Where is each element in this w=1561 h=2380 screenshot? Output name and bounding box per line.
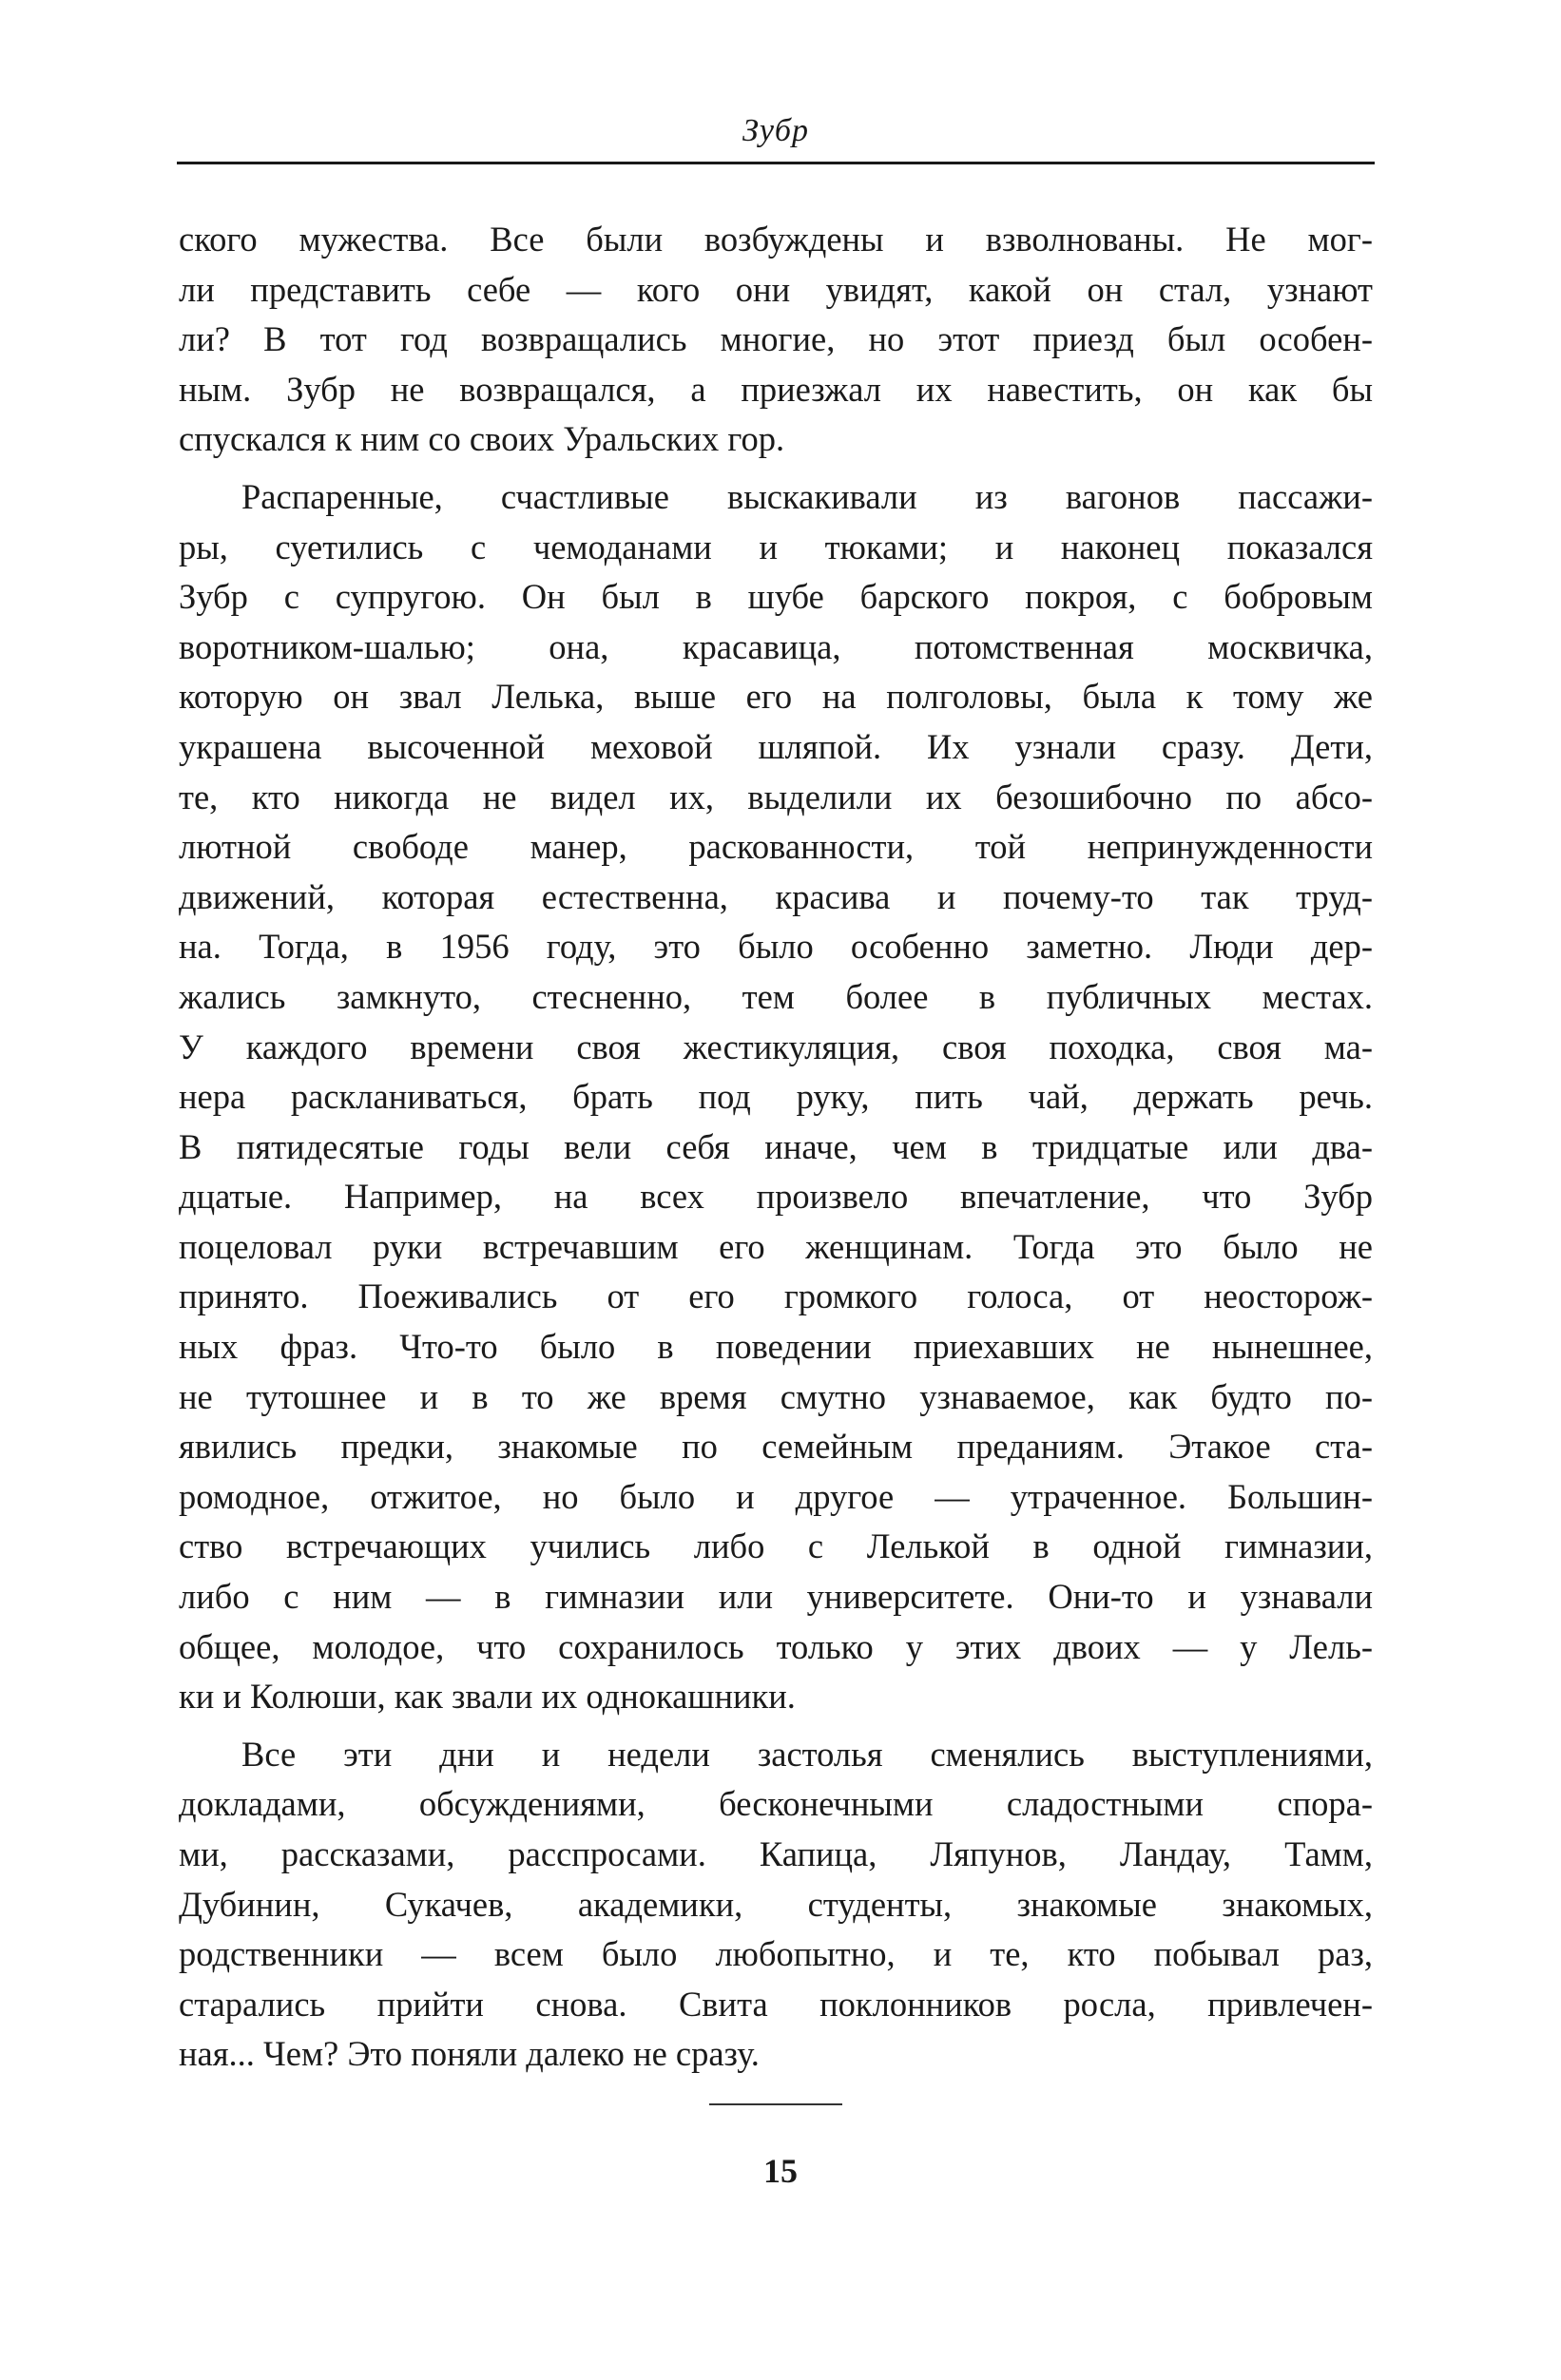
running-head-title: Зубр <box>742 113 810 148</box>
text-line: ки и Колюши, как звали их однокашники. <box>179 1677 796 1717</box>
text-line: лютной свободе манер, раскованности, той непринужденности <box>179 827 1373 867</box>
text-line: жались замкнуто, стесненно, тем более в публичных местах. <box>179 976 1373 1016</box>
text-line: ры, суетились с чемоданами и тюками; и наконец показался <box>179 527 1373 566</box>
text-line: либо с ним — в гимназии или университете. Они-то и узнавали <box>179 1577 1373 1617</box>
text-line: не тутошнее и в то же время смутно узнаваемое, как будто по- <box>179 1376 1373 1416</box>
text-line: ных фраз. Что-то было в поведении приехавших не нынешнее, <box>179 1327 1373 1367</box>
text-line: дцатые. Например, на всех произвело впечатление, что Зубр <box>179 1177 1373 1217</box>
body-text <box>179 215 1373 2080</box>
text-line: ли представить себе — кого они увидят, какой он стал, узнают <box>179 269 1373 309</box>
paragraph <box>179 1730 1373 2080</box>
text-line: докладами, обсуждениями, бесконечными сладостными спора- <box>179 1784 1373 1824</box>
text-line: украшена высоченной меховой шляпой. Их узнали сразу. Дети, <box>179 726 1373 766</box>
text-line: ли? В тот год возвращались многие, но этот приезд был особен- <box>179 319 1373 359</box>
text-line: Зубр с супругою. Он был в шубе барского покроя, с бобровым <box>179 577 1373 617</box>
text-line: ского мужества. Все были возбуждены и взволнованы. Не мог- <box>179 220 1373 259</box>
text-line: общее, молодое, что сохранилось только у этих двоих — у Лель- <box>179 1626 1373 1666</box>
text-line: ным. Зубр не возвращался, а приезжал их навестить, он как бы <box>179 369 1373 409</box>
paragraph <box>179 472 1373 1722</box>
text-line: поцеловал руки встречавшим его женщинам. Тогда это было не <box>179 1226 1373 1266</box>
text-line: явились предки, знакомые по семейным преданиям. Этакое ста- <box>179 1427 1373 1467</box>
text-line: В пятидесятые годы вели себя иначе, чем в тридцатые или два- <box>179 1126 1373 1166</box>
text-line: ство встречающих учились либо с Лелькой в одной гимназии, <box>179 1526 1373 1566</box>
text-line: движений, которая естественна, красива и почему-то так труд- <box>179 876 1373 916</box>
text-line: родственники — всем было любопытно, и те, кто побывал раз, <box>179 1934 1373 1974</box>
text-line: Все эти дни и недели застолья сменялись выступлениями, <box>241 1734 1373 1774</box>
paragraph-gap <box>179 1722 1373 1730</box>
paragraph-gap <box>179 465 1373 472</box>
text-line: ромодное, отжитое, но было и другое — утраченное. Большин- <box>179 1476 1373 1516</box>
text-line: У каждого времени своя жестикуляция, своя походка, своя ма- <box>179 1027 1373 1066</box>
header-rule <box>177 162 1375 164</box>
text-line: ная... Чем? Это поняли далеко не сразу. <box>179 2034 760 2074</box>
text-line: воротником-шалью; она, красавица, потомственная москвичка, <box>179 626 1373 666</box>
text-line: ми, рассказами, расспросами. Капица, Ляпунов, Ландау, Тамм, <box>179 1834 1373 1873</box>
text-line: нера раскланиваться, брать под руку, пить чай, держать речь. <box>179 1077 1373 1117</box>
text-line: на. Тогда, в 1956 году, это было особенно заметно. Люди дер- <box>179 927 1373 967</box>
page-number: 15 <box>763 2152 798 2190</box>
section-end-rule <box>709 2103 842 2105</box>
text-line: Распаренные, счастливые выскакивали из вагонов пассажи- <box>241 476 1373 516</box>
text-line: которую он звал Лелька, выше его на полголовы, была к тому же <box>179 677 1373 717</box>
text-line: те, кто никогда не видел их, выделили их безошибочно по абсо- <box>179 777 1373 816</box>
text-line: принято. Поеживались от его громкого голоса, от неосторож- <box>179 1276 1373 1316</box>
text-line: спускался к ним со своих Уральских гор. <box>179 419 785 459</box>
paragraph <box>179 215 1373 465</box>
text-line: Дубинин, Сукачев, академики, студенты, знакомые знакомых, <box>179 1884 1373 1924</box>
text-line: старались прийти снова. Свита поклонников росла, привлечен- <box>179 1984 1373 2024</box>
